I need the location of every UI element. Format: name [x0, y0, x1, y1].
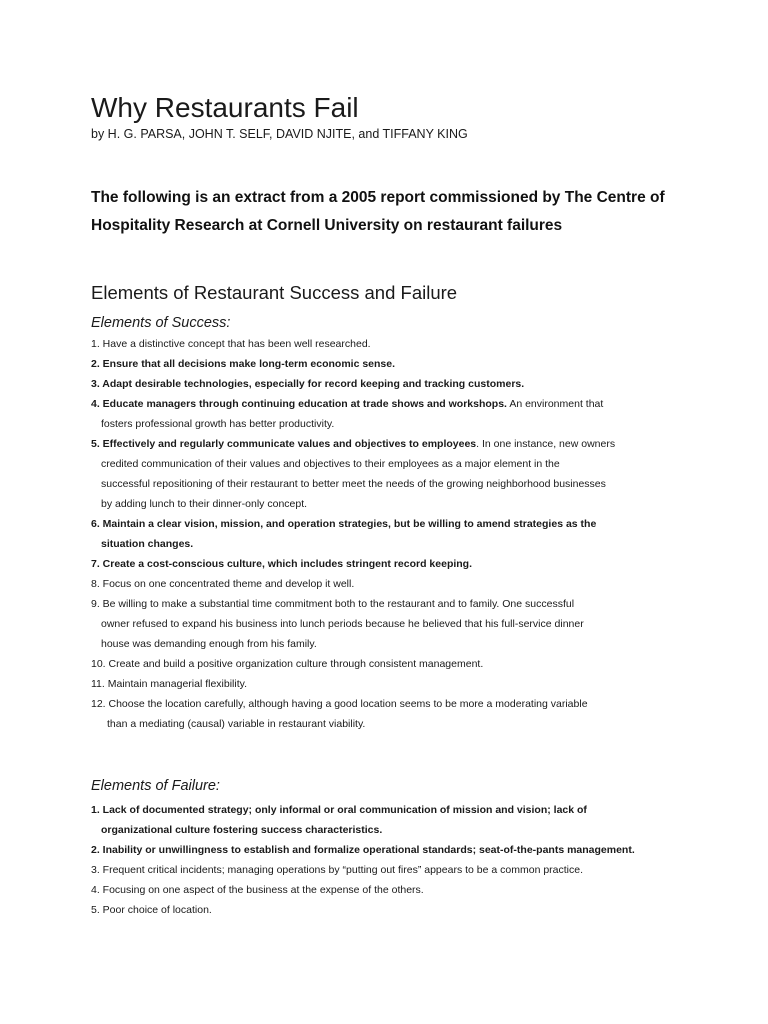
list-item-line: [91, 394, 731, 414]
success-heading: Elements of Success:: [91, 315, 231, 331]
failure-heading: Elements of Failure:: [91, 778, 220, 794]
list-item-line: than a mediating (causal) variable in restaurant viability.: [107, 718, 366, 730]
list-item-line: [91, 374, 731, 394]
failure-list: [91, 800, 731, 920]
list-item-emphasis: 5. Effectively and regularly communicate values and objectives to employees: [91, 438, 477, 450]
list-item: [91, 374, 731, 394]
list-item: [91, 900, 731, 920]
list-item-line: 11. Maintain managerial flexibility.: [91, 678, 248, 690]
list-item-line: situation changes.: [101, 538, 194, 550]
list-item: [91, 694, 731, 734]
intro-paragraph: The following is an extract from a 2005 report commissioned by The Centre of Hospitality Research at Cornell University on restaurant failures: [91, 189, 665, 234]
list-item: [91, 800, 731, 840]
list-item-line: credited communication of their values and objectives to their employees as a major element in the: [101, 458, 560, 470]
list-item-line: fosters professional growth has better productivity.: [101, 418, 335, 430]
list-item: [91, 514, 731, 554]
list-item-line: 10. Create and build a positive organization culture through consistent management.: [91, 658, 484, 670]
success-list: [91, 334, 731, 734]
list-item-text: An environment that: [506, 398, 604, 410]
list-item: [91, 554, 731, 574]
list-item: [91, 674, 731, 694]
list-item-emphasis: 1. Lack of documented strategy; only informal or oral communication of mission and vision; lack of: [91, 804, 587, 816]
list-item-line: [91, 554, 731, 574]
list-item-line: [91, 514, 731, 534]
list-item-emphasis: 6. Maintain a clear vision, mission, and operation strategies, but be willing to amend strategies as the: [91, 518, 597, 530]
list-item-line: house was demanding enough from his family.: [101, 638, 317, 650]
list-item: [91, 434, 731, 514]
list-item-line: 4. Focusing on one aspect of the business at the expense of the others.: [91, 884, 424, 896]
list-item-line: [91, 354, 731, 374]
list-item-text: . In one instance, new owners: [476, 438, 616, 450]
list-item-line: owner refused to expand his business into lunch periods because he believed that his full-service dinner: [101, 618, 584, 630]
list-item: [91, 394, 731, 434]
list-item-emphasis: 7. Create a cost-conscious culture, which includes stringent record keeping.: [91, 558, 473, 570]
list-item-emphasis: 3. Adapt desirable technologies, especially for record keeping and tracking customers.: [91, 378, 525, 390]
list-item-line: 9. Be willing to make a substantial time commitment both to the restaurant and to family. One successful: [91, 598, 575, 610]
list-item-line: [91, 840, 731, 860]
page-title: Why Restaurants Fail: [91, 92, 359, 123]
list-item: [91, 574, 731, 594]
list-item-line: 5. Poor choice of location.: [91, 904, 212, 916]
list-item-line: 3. Frequent critical incidents; managing operations by “putting out fires” appears to be a common practice.: [91, 864, 584, 876]
list-item-line: 12. Choose the location carefully, although having a good location seems to be more a moderating variable: [91, 698, 588, 710]
list-item-line: by adding lunch to their dinner-only concept.: [101, 498, 308, 510]
list-item-line: 1. Have a distinctive concept that has been well researched.: [91, 338, 371, 350]
list-item-line: successful repositioning of their restaurant to better meet the needs of the growing neighborhood businesses: [101, 478, 606, 490]
list-item: [91, 880, 731, 900]
list-item-line: [91, 434, 731, 454]
list-item: [91, 334, 731, 354]
list-item-line: [91, 800, 731, 820]
list-item-line: organizational culture fostering success characteristics.: [101, 824, 383, 836]
list-item-emphasis: 4. Educate managers through continuing education at trade shows and workshops.: [91, 398, 507, 410]
list-item: [91, 354, 731, 374]
byline: by H. G. PARSA, JOHN T. SELF, DAVID NJITE, and TIFFANY KING: [91, 127, 468, 141]
list-item: [91, 860, 731, 880]
list-item: [91, 654, 731, 674]
list-item: [91, 594, 731, 654]
section-heading: Elements of Restaurant Success and Failure: [91, 282, 458, 303]
list-item-line: 8. Focus on one concentrated theme and develop it well.: [91, 578, 355, 590]
list-item-emphasis: 2. Inability or unwillingness to establish and formalize operational standards; seat-of-the-pants management.: [91, 844, 635, 856]
list-item: [91, 840, 731, 860]
list-item-emphasis: 2. Ensure that all decisions make long-term economic sense.: [91, 358, 396, 370]
